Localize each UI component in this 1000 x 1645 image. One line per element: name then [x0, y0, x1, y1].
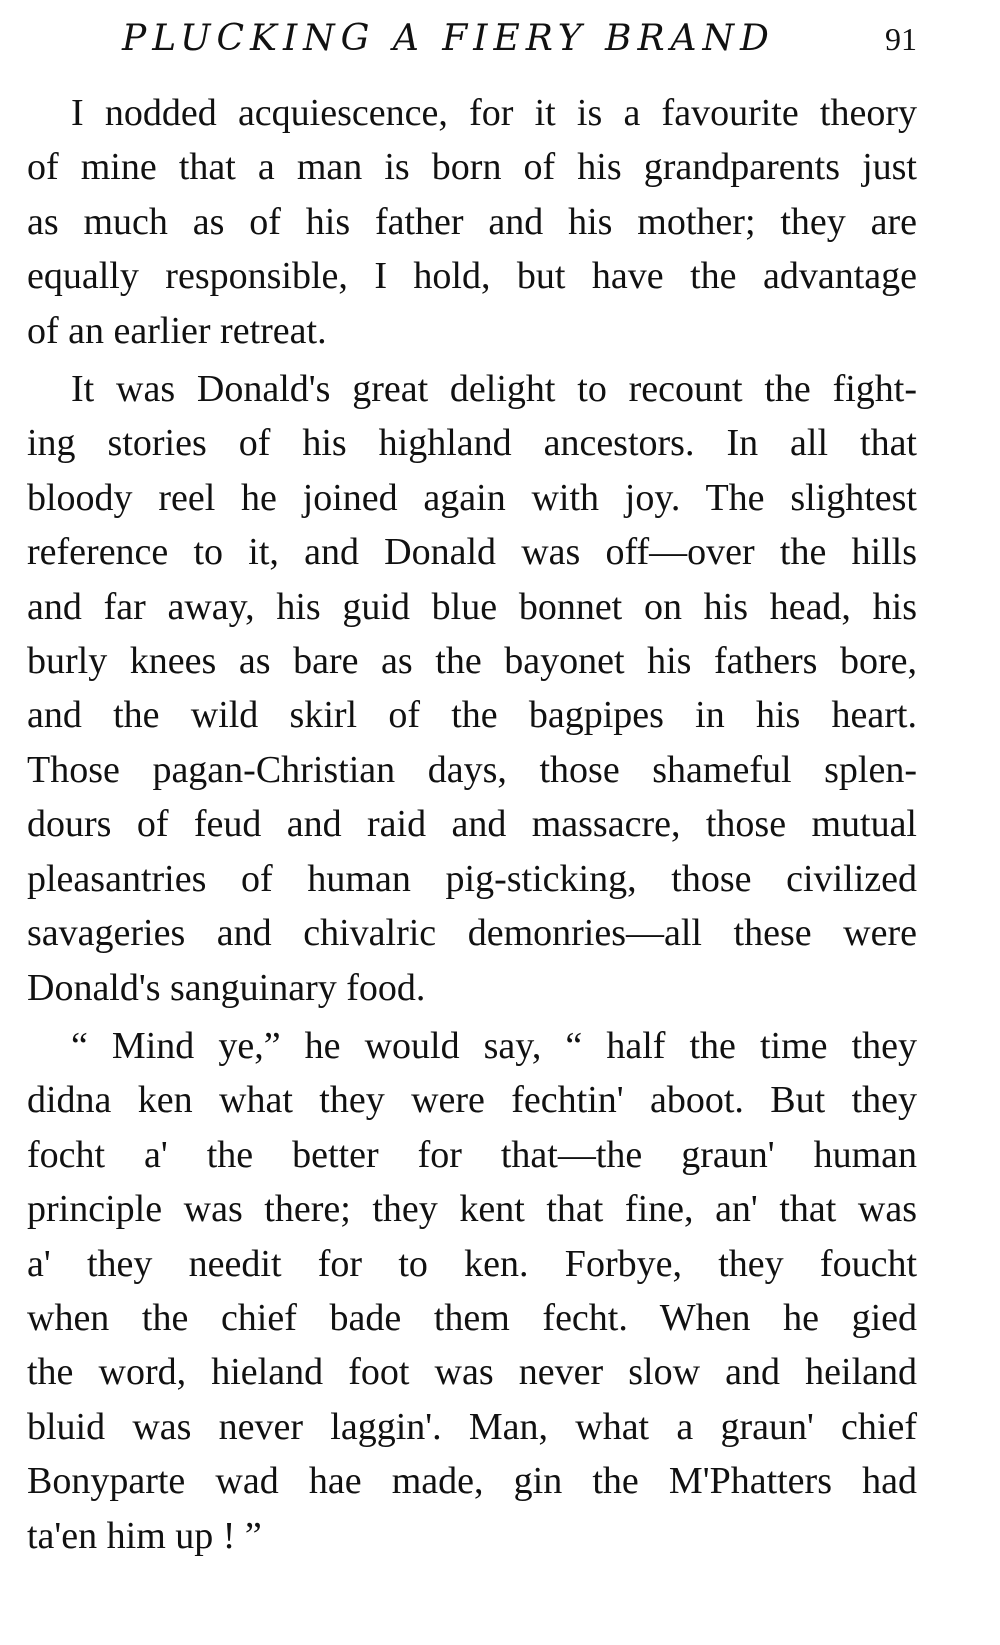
- text-line: of mine that a man is born of his grandparents just: [27, 146, 917, 189]
- text-line: reference to it, and Donald was off—over the hills: [27, 531, 917, 574]
- text-line: savageries and chivalric demonries—all these were: [27, 912, 917, 955]
- page-header: [27, 14, 917, 64]
- text-line: dours of feud and raid and massacre, those mutual: [27, 803, 917, 846]
- text-line: Bonyparte wad hae made, gin the M'Phatters had: [27, 1460, 917, 1503]
- book-page: [27, 14, 917, 1567]
- text-line: I nodded acquiescence, for it is a favourite theory: [71, 92, 917, 134]
- text-line: ing stories of his highland ancestors. In all that: [27, 422, 917, 465]
- text-line: principle was there; they kent that fine, an' that was: [27, 1188, 917, 1231]
- text-line: “ Mind ye,” he would say, “ half the time they: [71, 1024, 917, 1067]
- running-title: PLUCKING A FIERY BRAND: [122, 18, 775, 59]
- text-line: and far away, his guid blue bonnet on his head, his: [27, 585, 917, 628]
- text-line: a' they needit for to ken. Forbye, they foucht: [27, 1242, 917, 1285]
- paragraph-1: [27, 86, 917, 358]
- text-line: and the wild skirl of the bagpipes in his heart.: [27, 694, 917, 737]
- paragraph-3: [27, 1019, 917, 1563]
- text-line: equally responsible, I hold, but have the advantage: [27, 255, 917, 298]
- text-line: as much as of his father and his mother; they are: [27, 200, 917, 243]
- text-line: focht a' the better for that—the graun' human: [27, 1133, 917, 1176]
- text-line: Donald's sanguinary food.: [27, 966, 426, 1009]
- text-line: ta'en him up ! ”: [27, 1514, 262, 1557]
- text-line: Those pagan-Christian days, those shameful splen-: [27, 748, 917, 791]
- paragraph-2: [27, 362, 917, 1015]
- text-line: didna ken what they were fechtin' aboot. But they: [27, 1079, 917, 1122]
- page-number: 91: [885, 21, 917, 57]
- text-line: bloody reel he joined again with joy. The slightest: [27, 476, 917, 519]
- text-line: bluid was never laggin'. Man, what a graun' chief: [27, 1405, 917, 1448]
- text-line: It was Donald's great delight to recount the fight-: [71, 368, 917, 411]
- text-line: of an earlier retreat.: [27, 309, 327, 352]
- text-line: pleasantries of human pig-sticking, those civilized: [27, 857, 917, 900]
- text-line: when the chief bade them fecht. When he gied: [27, 1296, 917, 1339]
- text-line: the word, hieland foot was never slow and heiland: [27, 1351, 917, 1394]
- text-line: burly knees as bare as the bayonet his fathers bore,: [27, 640, 917, 683]
